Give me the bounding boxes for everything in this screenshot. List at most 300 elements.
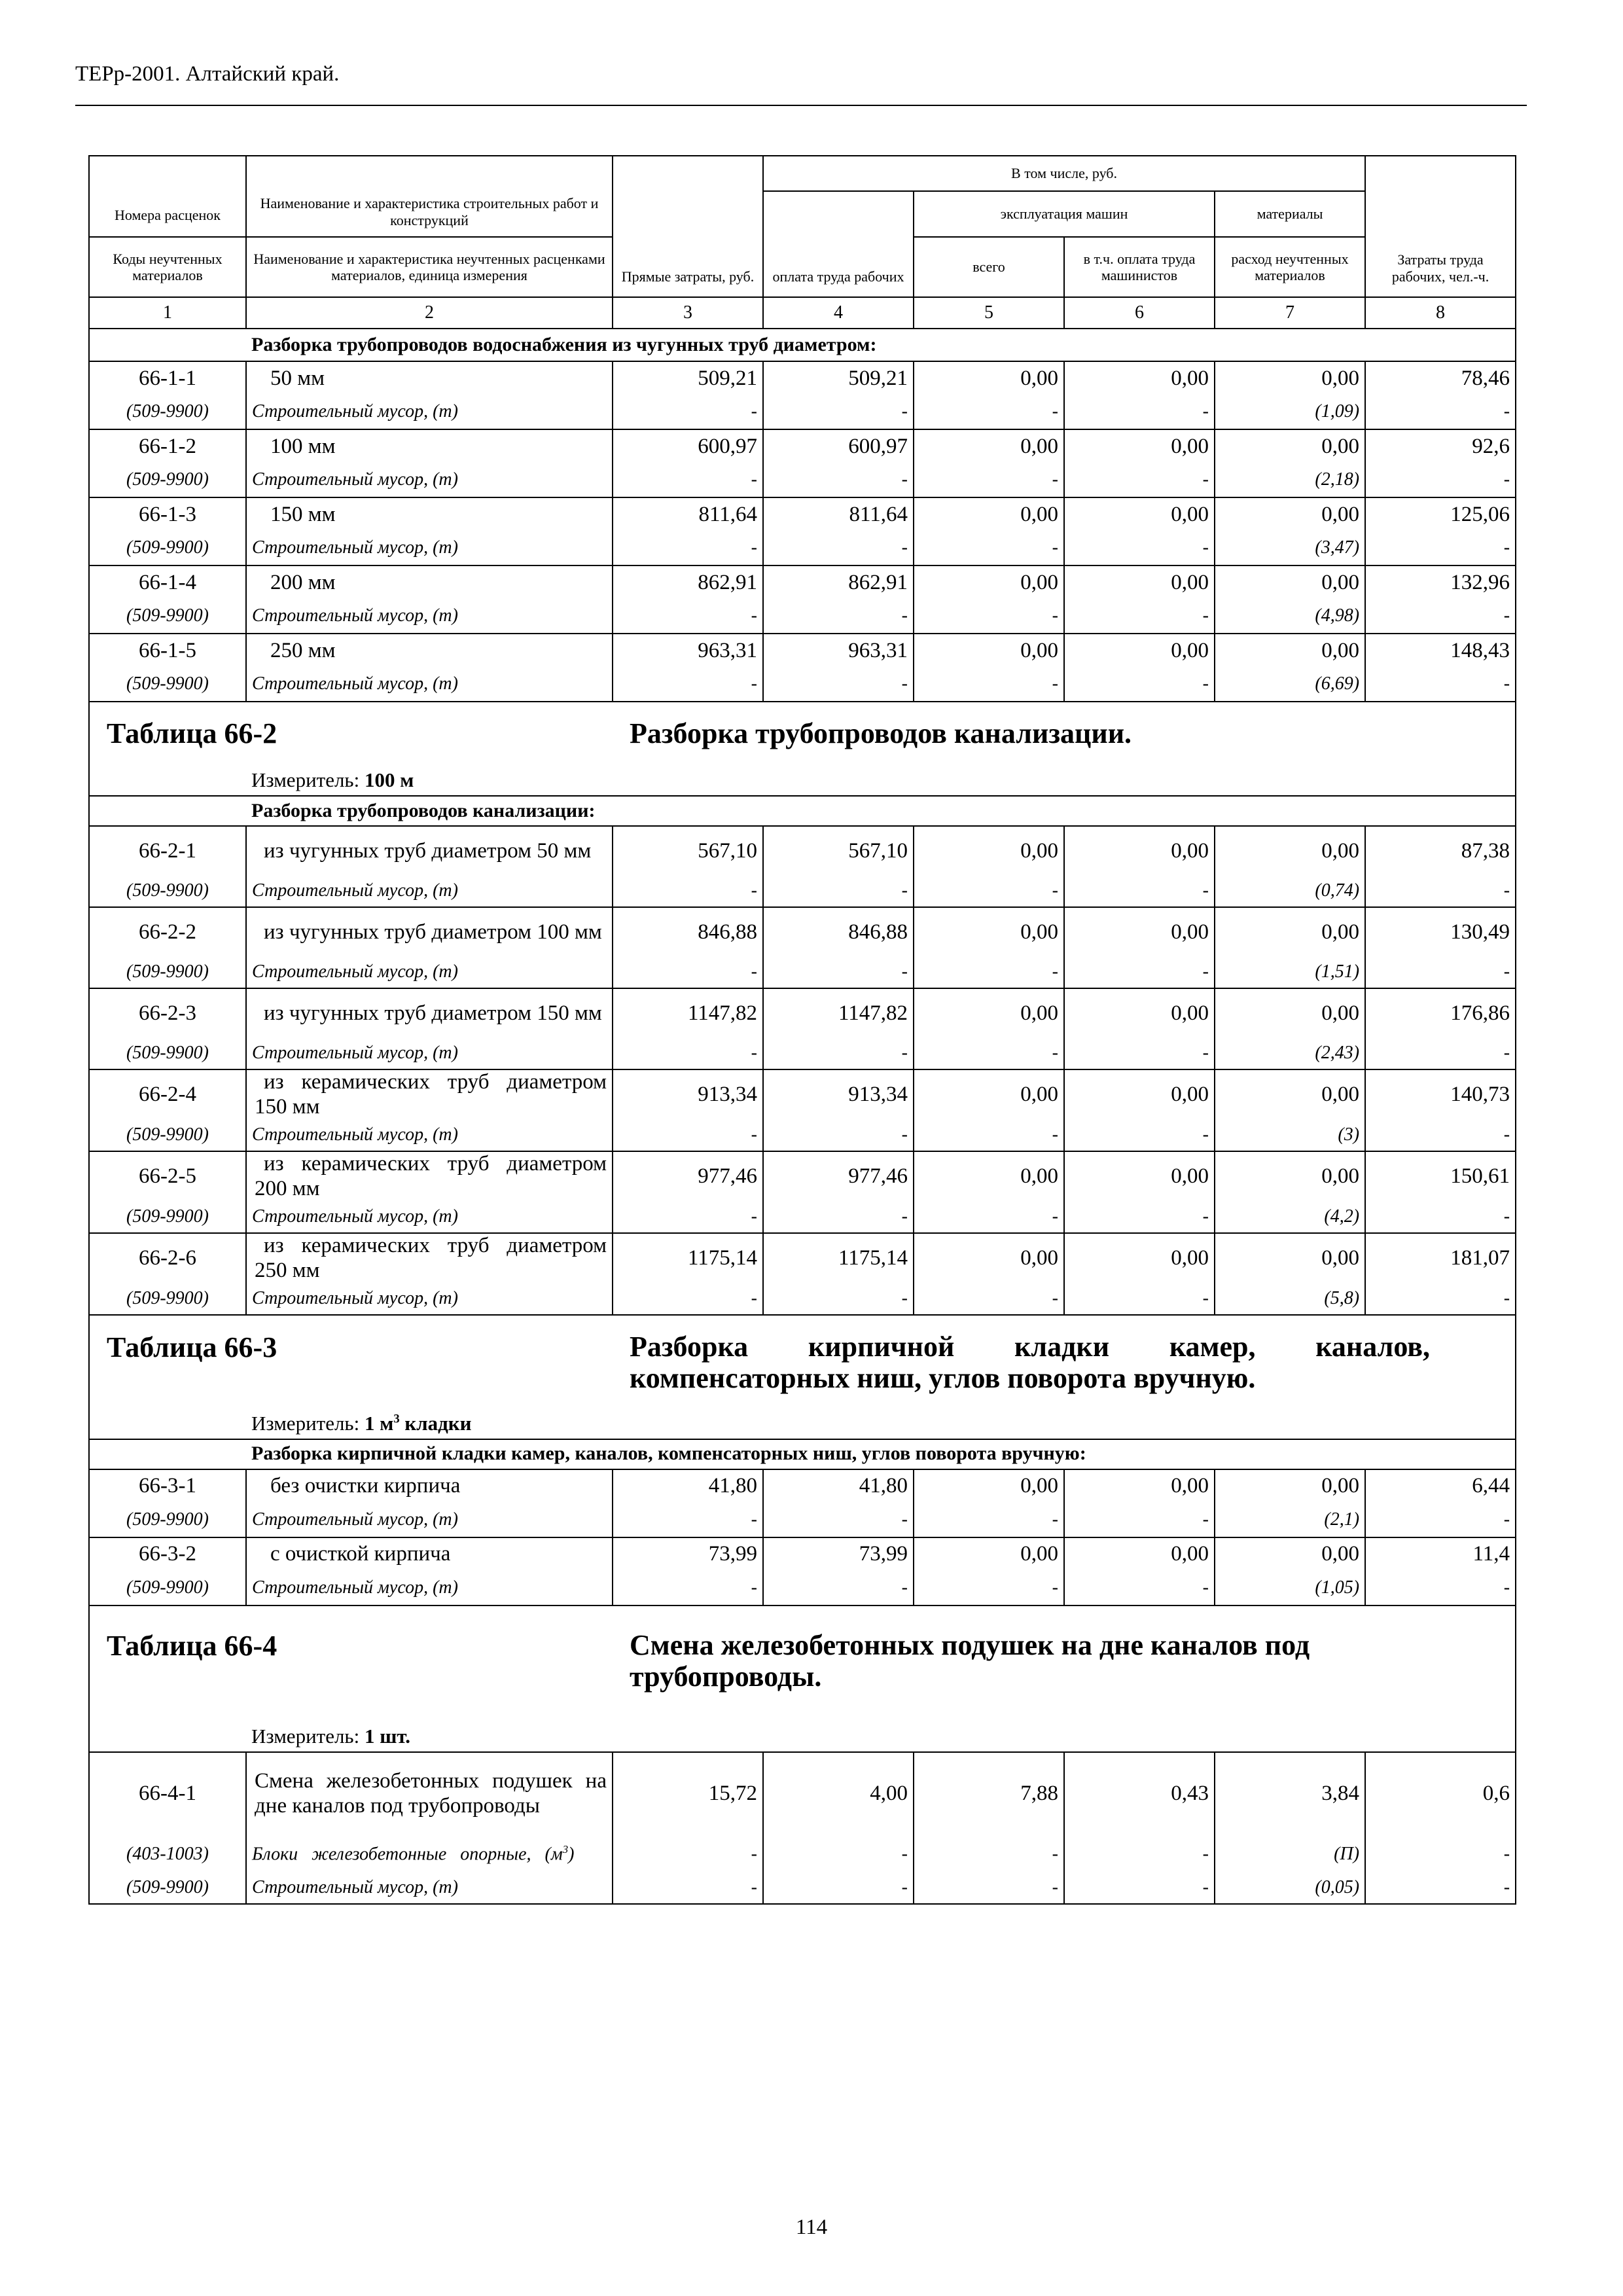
colnum: 5 [914,297,1064,329]
header-col5: всего [914,237,1064,297]
material-value: - [763,1120,914,1151]
table-row [89,497,1516,531]
material-value: - [1365,1038,1516,1069]
labor-hours: 125,06 [1365,497,1516,531]
labor-pay: 567,10 [763,826,914,876]
material-value: - [1365,668,1516,702]
material-code: (509-9900) [89,1503,246,1537]
labor-pay: 862,91 [763,565,914,600]
material-value: - [763,600,914,634]
direct-cost: 913,34 [613,1069,763,1120]
material-value: (4,2) [1215,1202,1365,1233]
section1-rows [89,361,1516,702]
material-value: - [613,1836,763,1873]
machine-total: 0,00 [914,1233,1064,1283]
table-row [89,634,1516,668]
material-code: (509-9900) [89,1873,246,1904]
material-name-text: Блоки железобетонные опорные, (м [252,1844,563,1865]
material-value: - [1064,395,1215,429]
labor-hours: 176,86 [1365,988,1516,1038]
material-value: - [763,957,914,988]
header-col8: Затраты труда рабочих, чел.-ч. [1365,156,1516,297]
rate-code: 66-4-1 [89,1752,246,1836]
header-col4: оплата труда рабочих [763,191,914,297]
labor-hours: 130,49 [1365,907,1516,957]
material-code: (509-9900) [89,463,246,497]
material-value: - [1064,531,1215,565]
section1-subtitle-row [89,329,1516,361]
rate-code: 66-2-6 [89,1233,246,1283]
machinist-pay: 0,00 [1064,361,1215,395]
material-value: - [914,1503,1064,1537]
header-rule [75,105,1527,106]
material-value: (2,43) [1215,1038,1365,1069]
labor-pay: 73,99 [763,1537,914,1571]
material-row [89,876,1516,907]
machinist-pay: 0,00 [1064,1069,1215,1120]
table-row [89,826,1516,876]
materials-cost: 0,00 [1215,1233,1365,1283]
direct-cost: 846,88 [613,907,763,957]
labor-hours: 150,61 [1365,1151,1516,1202]
meas-unit: кладки [399,1411,472,1435]
meas-value: 1 шт. [364,1724,411,1748]
rate-code: 66-3-2 [89,1537,246,1571]
direct-cost: 963,31 [613,634,763,668]
material-value: - [763,876,914,907]
material-value: - [914,531,1064,565]
meas-label: Измеритель: [251,768,360,792]
material-value: - [613,1202,763,1233]
material-value: (1,51) [1215,957,1365,988]
material-value: - [1365,463,1516,497]
material-value: - [1064,1120,1215,1151]
meas-sup: 3 [393,1412,400,1426]
material-name: Строительный мусор, (т) [246,876,613,907]
rate-code: 66-2-1 [89,826,246,876]
table-title: Разборка трубопроводов канализации. [630,717,1132,749]
material-value: - [914,1836,1064,1873]
material-value: - [1365,395,1516,429]
machinist-pay: 0,00 [1064,429,1215,463]
material-value: - [914,1202,1064,1233]
labor-hours: 181,07 [1365,1233,1516,1283]
materials-cost: 0,00 [1215,565,1365,600]
direct-cost: 567,10 [613,826,763,876]
material-value: - [914,957,1064,988]
material-name: Строительный мусор, (т) [246,957,613,988]
material-row [89,395,1516,429]
colnum: 3 [613,297,763,329]
material-row [89,668,1516,702]
material-value: - [1064,668,1215,702]
material-name: Строительный мусор, (т) [246,531,613,565]
labor-pay: 1147,82 [763,988,914,1038]
material-name: Строительный мусор, (т) [246,1873,613,1904]
material-value: - [1064,957,1215,988]
labor-pay: 4,00 [763,1752,914,1836]
material-value: - [1365,876,1516,907]
material-name: Строительный мусор, (т) [246,1120,613,1151]
table-row [89,361,1516,395]
material-value: - [1064,1202,1215,1233]
materials-cost: 0,00 [1215,429,1365,463]
work-name: из чугунных труб диаметром 50 мм [246,826,613,876]
material-value: (П) [1215,1836,1365,1873]
machine-total: 0,00 [914,907,1064,957]
materials-cost: 0,00 [1215,1469,1365,1503]
material-name: Строительный мусор, (т) [246,1283,613,1315]
table-label: Таблица 66-4 [107,1629,277,1662]
meas-value: 1 м [364,1411,394,1435]
header-machines: эксплуатация машин [914,191,1215,237]
material-value: - [613,531,763,565]
material-code: (509-9900) [89,876,246,907]
work-name: из чугунных труб диаметром 150 мм [246,988,613,1038]
material-value: - [1365,600,1516,634]
material-value: (2,18) [1215,463,1365,497]
rate-code: 66-2-3 [89,988,246,1038]
header-col7: расход неучтенных материалов [1215,237,1365,297]
machine-total: 0,00 [914,429,1064,463]
table-row [89,429,1516,463]
table-row [89,1151,1516,1202]
colnum: 6 [1064,297,1215,329]
header-materials: материалы [1215,191,1365,237]
header-col3: Прямые затраты, руб. [613,156,763,297]
material-value: - [1365,1202,1516,1233]
machinist-pay: 0,00 [1064,1233,1215,1283]
materials-cost: 0,00 [1215,988,1365,1038]
table-row [89,1233,1516,1283]
section-subtitle: Разборка трубопроводов канализации: [246,796,1516,826]
material-row [89,957,1516,988]
labor-hours: 78,46 [1365,361,1516,395]
header-group: В том числе, руб. [763,156,1365,191]
direct-cost: 15,72 [613,1752,763,1836]
material-value: (6,69) [1215,668,1365,702]
material-value: - [914,395,1064,429]
machine-total: 0,00 [914,988,1064,1038]
rate-code: 66-1-4 [89,565,246,600]
table4-meas-row [89,1721,1516,1752]
work-name: из керамических труб диаметром 150 мм [246,1069,613,1120]
machine-total: 0,00 [914,1537,1064,1571]
machinist-pay: 0,00 [1064,988,1215,1038]
labor-hours: 92,6 [1365,429,1516,463]
material-value: - [763,668,914,702]
material-code: (509-9900) [89,600,246,634]
material-value: - [763,1836,914,1873]
materials-cost: 0,00 [1215,497,1365,531]
material-value: - [613,957,763,988]
material-name [246,1836,613,1873]
table-label: Таблица 66-3 [107,1331,277,1363]
direct-cost: 1175,14 [613,1233,763,1283]
table-row [89,1069,1516,1120]
material-code: (509-9900) [89,395,246,429]
materials-cost: 0,00 [1215,1151,1365,1202]
material-code: (509-9900) [89,1571,246,1605]
material-value: - [1064,1503,1215,1537]
material-name: Строительный мусор, (т) [246,1503,613,1537]
material-value: - [914,463,1064,497]
material-code: (509-9900) [89,668,246,702]
labor-hours: 132,96 [1365,565,1516,600]
labor-pay: 41,80 [763,1469,914,1503]
table2-meas-row [89,765,1516,796]
direct-cost: 73,99 [613,1537,763,1571]
material-value: - [763,1503,914,1537]
machine-total: 0,00 [914,1151,1064,1202]
materials-cost: 3,84 [1215,1752,1365,1836]
material-row [89,1283,1516,1315]
meas-value: 100 м [364,768,414,792]
work-name: 150 мм [246,497,613,531]
material-row [89,1038,1516,1069]
material-code: (403-1003) [89,1836,246,1873]
machinist-pay: 0,00 [1064,907,1215,957]
material-value: - [613,1873,763,1904]
material-value: - [613,876,763,907]
table2-title-row [89,702,1516,765]
material-row [89,1120,1516,1151]
labor-pay: 600,97 [763,429,914,463]
table-row [89,907,1516,957]
material-value: (3) [1215,1120,1365,1151]
colnum: 7 [1215,297,1365,329]
material-code: (509-9900) [89,957,246,988]
labor-pay: 977,46 [763,1151,914,1202]
price-table [88,155,1516,1905]
material-row [89,1571,1516,1605]
machinist-pay: 0,00 [1064,1469,1215,1503]
material-row [89,1503,1516,1537]
labor-hours: 6,44 [1365,1469,1516,1503]
material-name-end: ) [568,1844,575,1865]
material-value: (2,1) [1215,1503,1365,1537]
material-value: - [914,876,1064,907]
material-value: - [1365,1283,1516,1315]
labor-pay: 963,31 [763,634,914,668]
work-name: с очисткой кирпича [246,1537,613,1571]
colnum: 8 [1365,297,1516,329]
material-value: - [1064,876,1215,907]
material-value: - [763,1571,914,1605]
machine-total: 0,00 [914,361,1064,395]
material-value: - [1064,1038,1215,1069]
labor-hours: 87,38 [1365,826,1516,876]
table3-subtitle-row [89,1439,1516,1469]
table3-meas-row [89,1408,1516,1439]
materials-cost: 0,00 [1215,1069,1365,1120]
machine-total: 0,00 [914,1069,1064,1120]
material-name: Строительный мусор, (т) [246,463,613,497]
material-row [89,600,1516,634]
running-header: ТЕРр-2001. Алтайский край. [75,62,340,86]
rate-code: 66-2-4 [89,1069,246,1120]
material-value: - [613,600,763,634]
machine-total: 0,00 [914,826,1064,876]
material-value: - [763,1283,914,1315]
labor-hours: 11,4 [1365,1537,1516,1571]
table2-subtitle-row [89,796,1516,826]
material-row [89,1836,1516,1873]
direct-cost: 862,91 [613,565,763,600]
table3-rows [89,1469,1516,1605]
machine-total: 0,00 [914,497,1064,531]
page-number: 114 [795,2215,828,2239]
materials-cost: 0,00 [1215,907,1365,957]
material-value: (5,8) [1215,1283,1365,1315]
labor-pay: 811,64 [763,497,914,531]
colnum: 4 [763,297,914,329]
machinist-pay: 0,00 [1064,565,1215,600]
material-value: - [763,1038,914,1069]
machinist-pay: 0,00 [1064,1151,1215,1202]
materials-cost: 0,00 [1215,826,1365,876]
material-value: - [613,395,763,429]
labor-pay: 913,34 [763,1069,914,1120]
section-subtitle: Разборка кирпичной кладки камер, каналов, компенсаторных ниш, углов поворота вручную: [246,1439,1516,1469]
material-value: - [1064,463,1215,497]
material-value: (0,05) [1215,1873,1365,1904]
material-name: Строительный мусор, (т) [246,1571,613,1605]
labor-hours: 140,73 [1365,1069,1516,1120]
labor-pay: 509,21 [763,361,914,395]
material-value: - [1365,531,1516,565]
material-value: - [1365,1571,1516,1605]
table-row [89,1469,1516,1503]
rate-code: 66-3-1 [89,1469,246,1503]
labor-pay: 1175,14 [763,1233,914,1283]
material-row [89,1202,1516,1233]
materials-cost: 0,00 [1215,1537,1365,1571]
material-code: (509-9900) [89,531,246,565]
material-value: - [1365,1836,1516,1873]
machinist-pay: 0,00 [1064,497,1215,531]
material-value: - [914,1873,1064,1904]
material-value: - [1064,1571,1215,1605]
material-name: Строительный мусор, (т) [246,395,613,429]
machine-total: 0,00 [914,634,1064,668]
material-value: - [1064,1283,1215,1315]
material-value: - [613,1120,763,1151]
table2-rows [89,826,1516,1315]
material-value: - [914,1120,1064,1151]
material-value: - [914,1571,1064,1605]
labor-hours: 0,6 [1365,1752,1516,1836]
material-value: - [1064,600,1215,634]
material-value: - [763,1202,914,1233]
material-value: - [763,395,914,429]
materials-cost: 0,00 [1215,634,1365,668]
rate-code: 66-1-2 [89,429,246,463]
material-value: - [613,1283,763,1315]
rate-code: 66-1-5 [89,634,246,668]
work-name: без очистки кирпича [246,1469,613,1503]
rate-code: 66-2-5 [89,1151,246,1202]
direct-cost: 977,46 [613,1151,763,1202]
material-value: - [1365,1873,1516,1904]
work-name: из чугунных труб диаметром 100 мм [246,907,613,957]
header-row-1 [89,156,1516,191]
rate-code: 66-1-3 [89,497,246,531]
section-subtitle: Разборка трубопроводов водоснабжения из чугунных труб диаметром: [246,329,1516,361]
material-row [89,531,1516,565]
material-value: - [1064,1873,1215,1904]
rate-code: 66-1-1 [89,361,246,395]
material-value: (4,98) [1215,600,1365,634]
table-row [89,565,1516,600]
colnum: 1 [89,297,246,329]
work-name: 50 мм [246,361,613,395]
header-col2a: Наименование и характеристика строительных работ и конструкций [246,156,613,237]
material-value: - [613,1571,763,1605]
direct-cost: 811,64 [613,497,763,531]
material-value: - [613,463,763,497]
header-col1a: Номера расценок [89,156,246,237]
work-name: 250 мм [246,634,613,668]
material-name: Строительный мусор, (т) [246,600,613,634]
labor-hours: 148,43 [1365,634,1516,668]
material-value: - [1365,957,1516,988]
material-code: (509-9900) [89,1038,246,1069]
material-value: - [1365,1120,1516,1151]
column-numbers-row [89,297,1516,329]
material-value: - [914,668,1064,702]
header-col1b: Коды неучтенных материалов [89,237,246,297]
material-value: (1,05) [1215,1571,1365,1605]
material-code: (509-9900) [89,1283,246,1315]
material-value: (1,09) [1215,395,1365,429]
material-value: - [914,1283,1064,1315]
material-value: - [763,531,914,565]
machinist-pay: 0,43 [1064,1752,1215,1836]
material-code: (509-9900) [89,1202,246,1233]
material-value: - [613,1038,763,1069]
material-row [89,463,1516,497]
material-row [89,1873,1516,1904]
material-name-sup: 3 [562,1842,569,1856]
direct-cost: 509,21 [613,361,763,395]
meas-label: Измеритель: [251,1411,360,1435]
material-name: Строительный мусор, (т) [246,668,613,702]
header-col6: в т.ч. оплата труда машинистов [1064,237,1215,297]
material-value: - [763,463,914,497]
header-col2b: Наименование и характеристика неучтенных расценками материалов, единица измерения [246,237,613,297]
table4-title-row [89,1605,1516,1721]
machinist-pay: 0,00 [1064,634,1215,668]
material-value: (0,74) [1215,876,1365,907]
machinist-pay: 0,00 [1064,826,1215,876]
work-name: 200 мм [246,565,613,600]
material-value: - [763,1873,914,1904]
table-title: Разборка кирпичной кладки камер, каналов, компенсаторных ниш, углов поворота вручную. [630,1330,1431,1395]
material-value: - [914,1038,1064,1069]
machine-total: 7,88 [914,1752,1064,1836]
material-name: Строительный мусор, (т) [246,1038,613,1069]
colnum: 2 [246,297,613,329]
table-row [89,988,1516,1038]
table-title: Смена железобетонных подушек на дне каналов под трубопроводы. [630,1628,1310,1693]
material-code: (509-9900) [89,1120,246,1151]
work-name: из керамических труб диаметром 200 мм [246,1151,613,1202]
machine-total: 0,00 [914,565,1064,600]
direct-cost: 600,97 [613,429,763,463]
meas-label: Измеритель: [251,1724,360,1748]
machine-total: 0,00 [914,1469,1064,1503]
